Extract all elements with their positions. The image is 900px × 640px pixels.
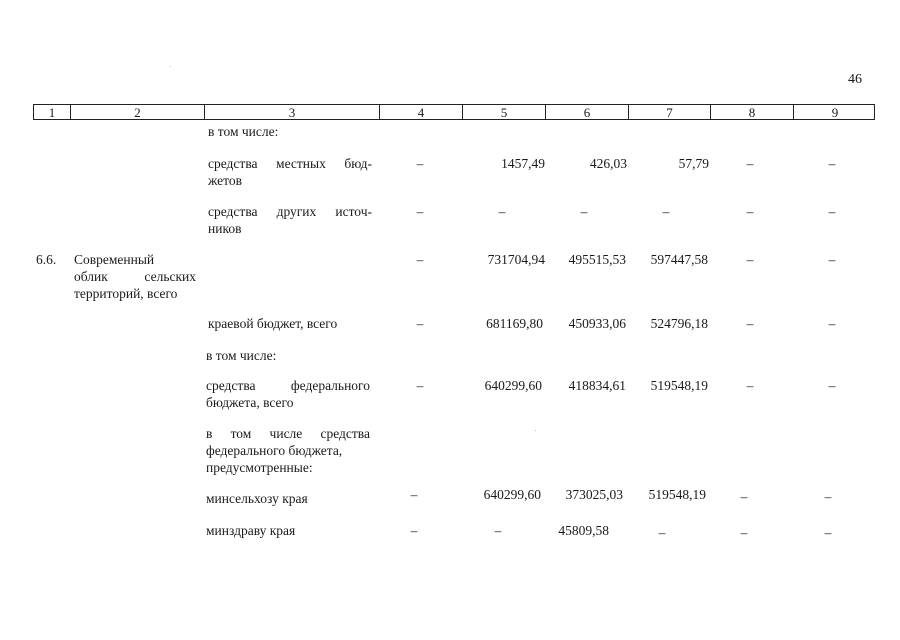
cell-value: 373025,03 [565,487,623,502]
cell-value: 731704,94 [487,252,545,267]
header-col-8: 8 [710,105,793,119]
row-health-ministry-label: минздраву края [206,523,296,538]
cell-dash: – [494,523,502,538]
cell-dash: – [824,489,832,504]
header-col-9: 9 [793,105,876,119]
row-other-sources-label-line2: ников [208,221,242,236]
row-local-budgets-label-line2: жетов [208,173,242,188]
cell-dash: – [416,156,424,171]
cell-dash: – [740,489,748,504]
cell-value: 519548,19 [648,487,706,502]
cell-value: 519548,19 [650,378,708,393]
cell-dash: – [658,525,666,540]
cell-dash: – [746,156,754,171]
cell-dash: – [746,204,754,219]
cell-value: 640299,60 [483,487,541,502]
cell-value: 450933,06 [568,316,626,331]
header-col-2: 2 [70,105,204,119]
header-col-3: 3 [204,105,379,119]
cell-value: 45809,58 [558,523,609,538]
row-federal-provided-label-line1: в том числе средства [206,426,370,441]
row-federal-provided-label-line3: предусмотренные: [206,460,313,475]
scan-speck [170,66,171,67]
cell-dash: – [746,378,754,393]
row-regional-budget-label: краевой бюджет, всего [208,316,338,331]
cell-dash: – [746,252,754,267]
header-col-6: 6 [545,105,628,119]
cell-value: 597447,58 [650,252,708,267]
row-rural-label-line2: облик сельских [74,269,196,284]
table-header-row [33,104,875,120]
cell-value: 418834,61 [568,378,626,393]
cell-value: 1457,49 [501,156,545,171]
cell-dash: – [828,156,836,171]
cell-dash: – [740,525,748,540]
cell-dash: – [662,204,670,219]
cell-value: 57,79 [678,156,709,171]
row-code: 6.6. [36,252,57,267]
row-in-that-number-label: в том числе: [208,124,279,139]
row-rural-label-line3: территорий, всего [74,286,178,301]
cell-dash: – [410,523,418,538]
cell-dash: – [580,204,588,219]
cell-value: 640299,60 [484,378,542,393]
row-federal-budget-label-line2: бюджета, всего [206,395,294,410]
cell-dash: – [416,378,424,393]
cell-value: 524796,18 [650,316,708,331]
cell-dash: – [828,204,836,219]
header-col-7: 7 [628,105,710,119]
cell-dash: – [416,204,424,219]
row-local-budgets-label-line1: средства местных бюд- [208,156,372,171]
cell-value: 426,03 [589,156,627,171]
cell-value: 681169,80 [486,316,543,331]
row-federal-budget-label-line1: средства федерального [206,378,370,393]
row-in-that-number-label: в том числе: [206,348,277,363]
row-agriculture-ministry-label: минсельхозу края [206,491,308,506]
cell-dash: – [416,252,424,267]
cell-dash: – [416,316,424,331]
cell-dash: – [828,252,836,267]
row-rural-label-line1: Современный [74,252,155,267]
scan-speck [535,430,536,431]
cell-dash: – [410,487,418,502]
cell-value: 495515,53 [568,252,626,267]
header-col-5: 5 [462,105,545,119]
header-col-4: 4 [379,105,462,119]
cell-dash: – [498,204,506,219]
cell-dash: – [828,316,836,331]
cell-dash: – [746,316,754,331]
cell-dash: – [824,525,832,540]
header-col-1: 1 [48,105,56,120]
row-other-sources-label-line1: средства других источ- [208,204,372,219]
cell-dash: – [828,378,836,393]
page-number: 46 [848,72,862,87]
row-federal-provided-label-line2: федерального бюджета, [206,443,343,458]
